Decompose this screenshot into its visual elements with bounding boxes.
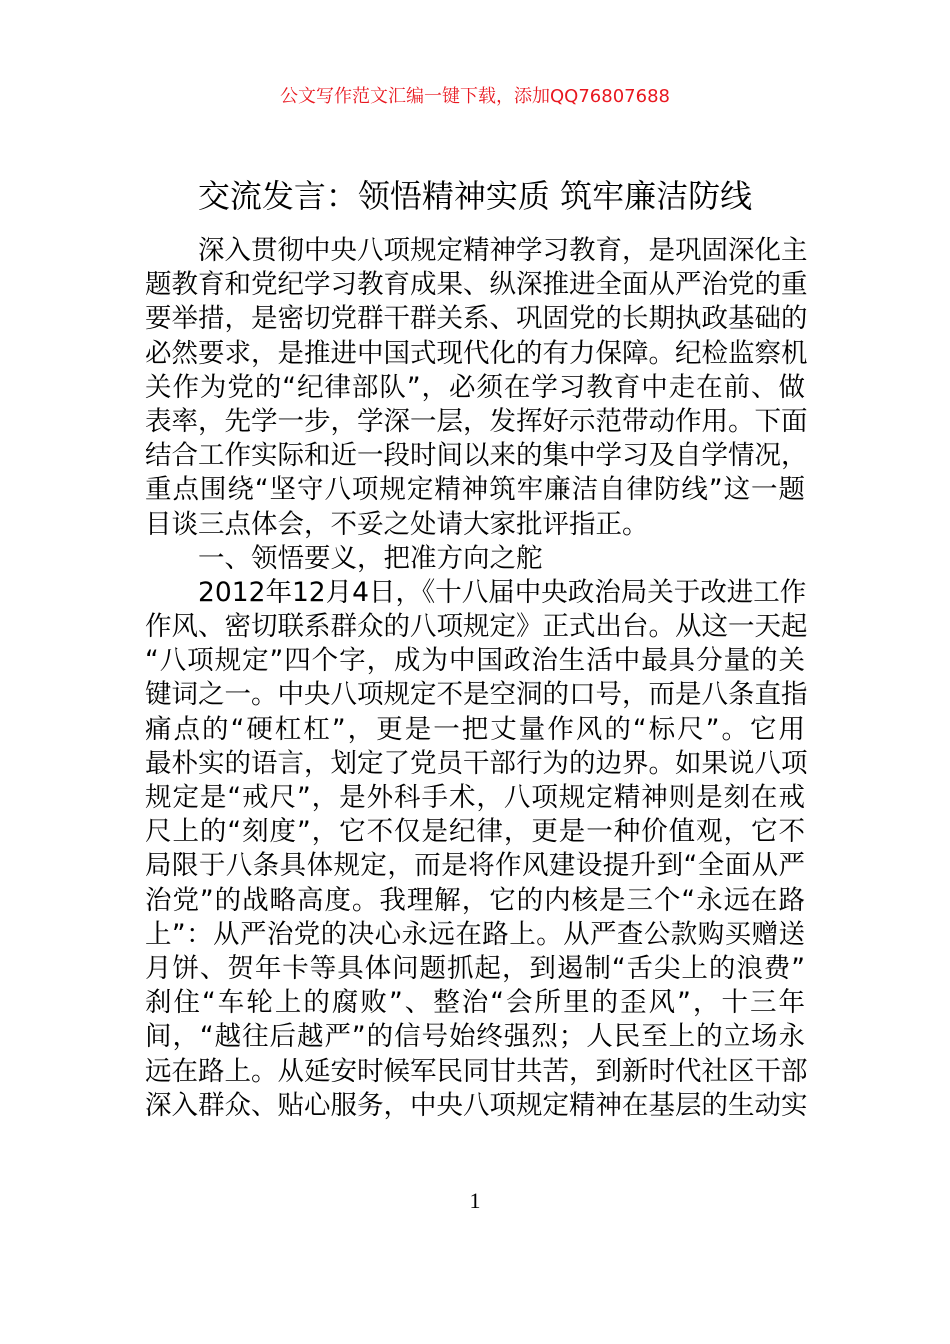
paragraph-line: 结合工作实际和近一段时间以来的集中学习及自学情况， [145, 440, 808, 472]
paragraph-line: 必然要求，是推进中国式现代化的有力保障。纪检监察机 [145, 337, 808, 369]
paragraph-line: 深入贯彻中央八项规定精神学习教育，是巩固深化主 [198, 235, 808, 266]
paragraph-line: 关作为党的“纪律部队”，必须在学习教育中走在前、做 [145, 371, 805, 403]
paragraph-line: 目谈三点体会，不妥之处请大家批评指正。 [145, 508, 649, 540]
page-number: 1 [469, 1188, 481, 1213]
paragraph-line: 远在路上。从延安时候军民同甘共苦，到新时代社区干部 [145, 1055, 808, 1087]
paragraph-line: 间，“越往后越严”的信号始终强烈；人民至上的立场永 [145, 1021, 805, 1053]
paragraph-line: 规定是“戒尺”，是外科手术，八项规定精神则是刻在戒 [145, 782, 805, 813]
paragraph-line: 要举措，是密切党群干群关系、巩固党的长期执政基础的 [145, 303, 808, 335]
paragraph-line: “八项规定”四个字，成为中国政治生活中最具分量的关 [145, 645, 805, 677]
paragraph-line: 题教育和党纪学习教育成果、纵深推进全面从严治党的重 [145, 269, 808, 301]
paragraph-line: 上”：从严治党的决心永远在路上。从严查公款购买赠送 [145, 918, 805, 950]
paragraph-line: 痛点的“硬杠杠”，更是一把丈量作风的“标尺”。它用 [145, 713, 805, 745]
paragraph-line: 尺上的“刻度”，它不仅是纪律，更是一种价值观，它不 [145, 816, 805, 848]
document-title: 交流发言：领悟精神实质 筑牢廉洁防线 [197, 177, 753, 215]
paragraph-line: 键词之一。中央八项规定不是空洞的口号，而是八条直指 [145, 679, 808, 711]
paragraph-line: 刹住“车轮上的腐败”、整治“会所里的歪风”，十三年 [145, 987, 805, 1019]
section-heading: 一、领悟要义，把准方向之舵 [198, 542, 543, 574]
paragraph-line: 作风、密切联系群众的八项规定》正式出台。从这一天起 [145, 611, 808, 643]
paragraph-line: 重点围绕“坚守八项规定精神筑牢廉洁自律防线”这一题 [145, 474, 805, 506]
paragraph-line: 表率，先学一步，学深一层，发挥好示范带动作用。下面 [145, 405, 808, 437]
paragraph-line: 月饼、贺年卡等具体问题抓起，到遏制“舌尖上的浪费” [145, 952, 805, 984]
download-banner: 公文写作范文汇编一键下载，添加QQ76807688 [280, 86, 670, 107]
paragraph-line: 局限于八条具体规定，而是将作风建设提升到“全面从严 [145, 850, 805, 882]
paragraph-line: 2012年12月4日，《十八届中央政治局关于改进工作 [198, 576, 807, 608]
paragraph-line: 最朴实的语言，划定了党员干部行为的边界。如果说八项 [145, 747, 808, 779]
document-body [145, 234, 808, 1123]
paragraph-line: 治党”的战略高度。我理解，它的内核是三个“永远在路 [145, 884, 805, 916]
paragraph-line: 深入群众、贴心服务，中央八项规定精神在基层的生动实 [145, 1089, 808, 1121]
